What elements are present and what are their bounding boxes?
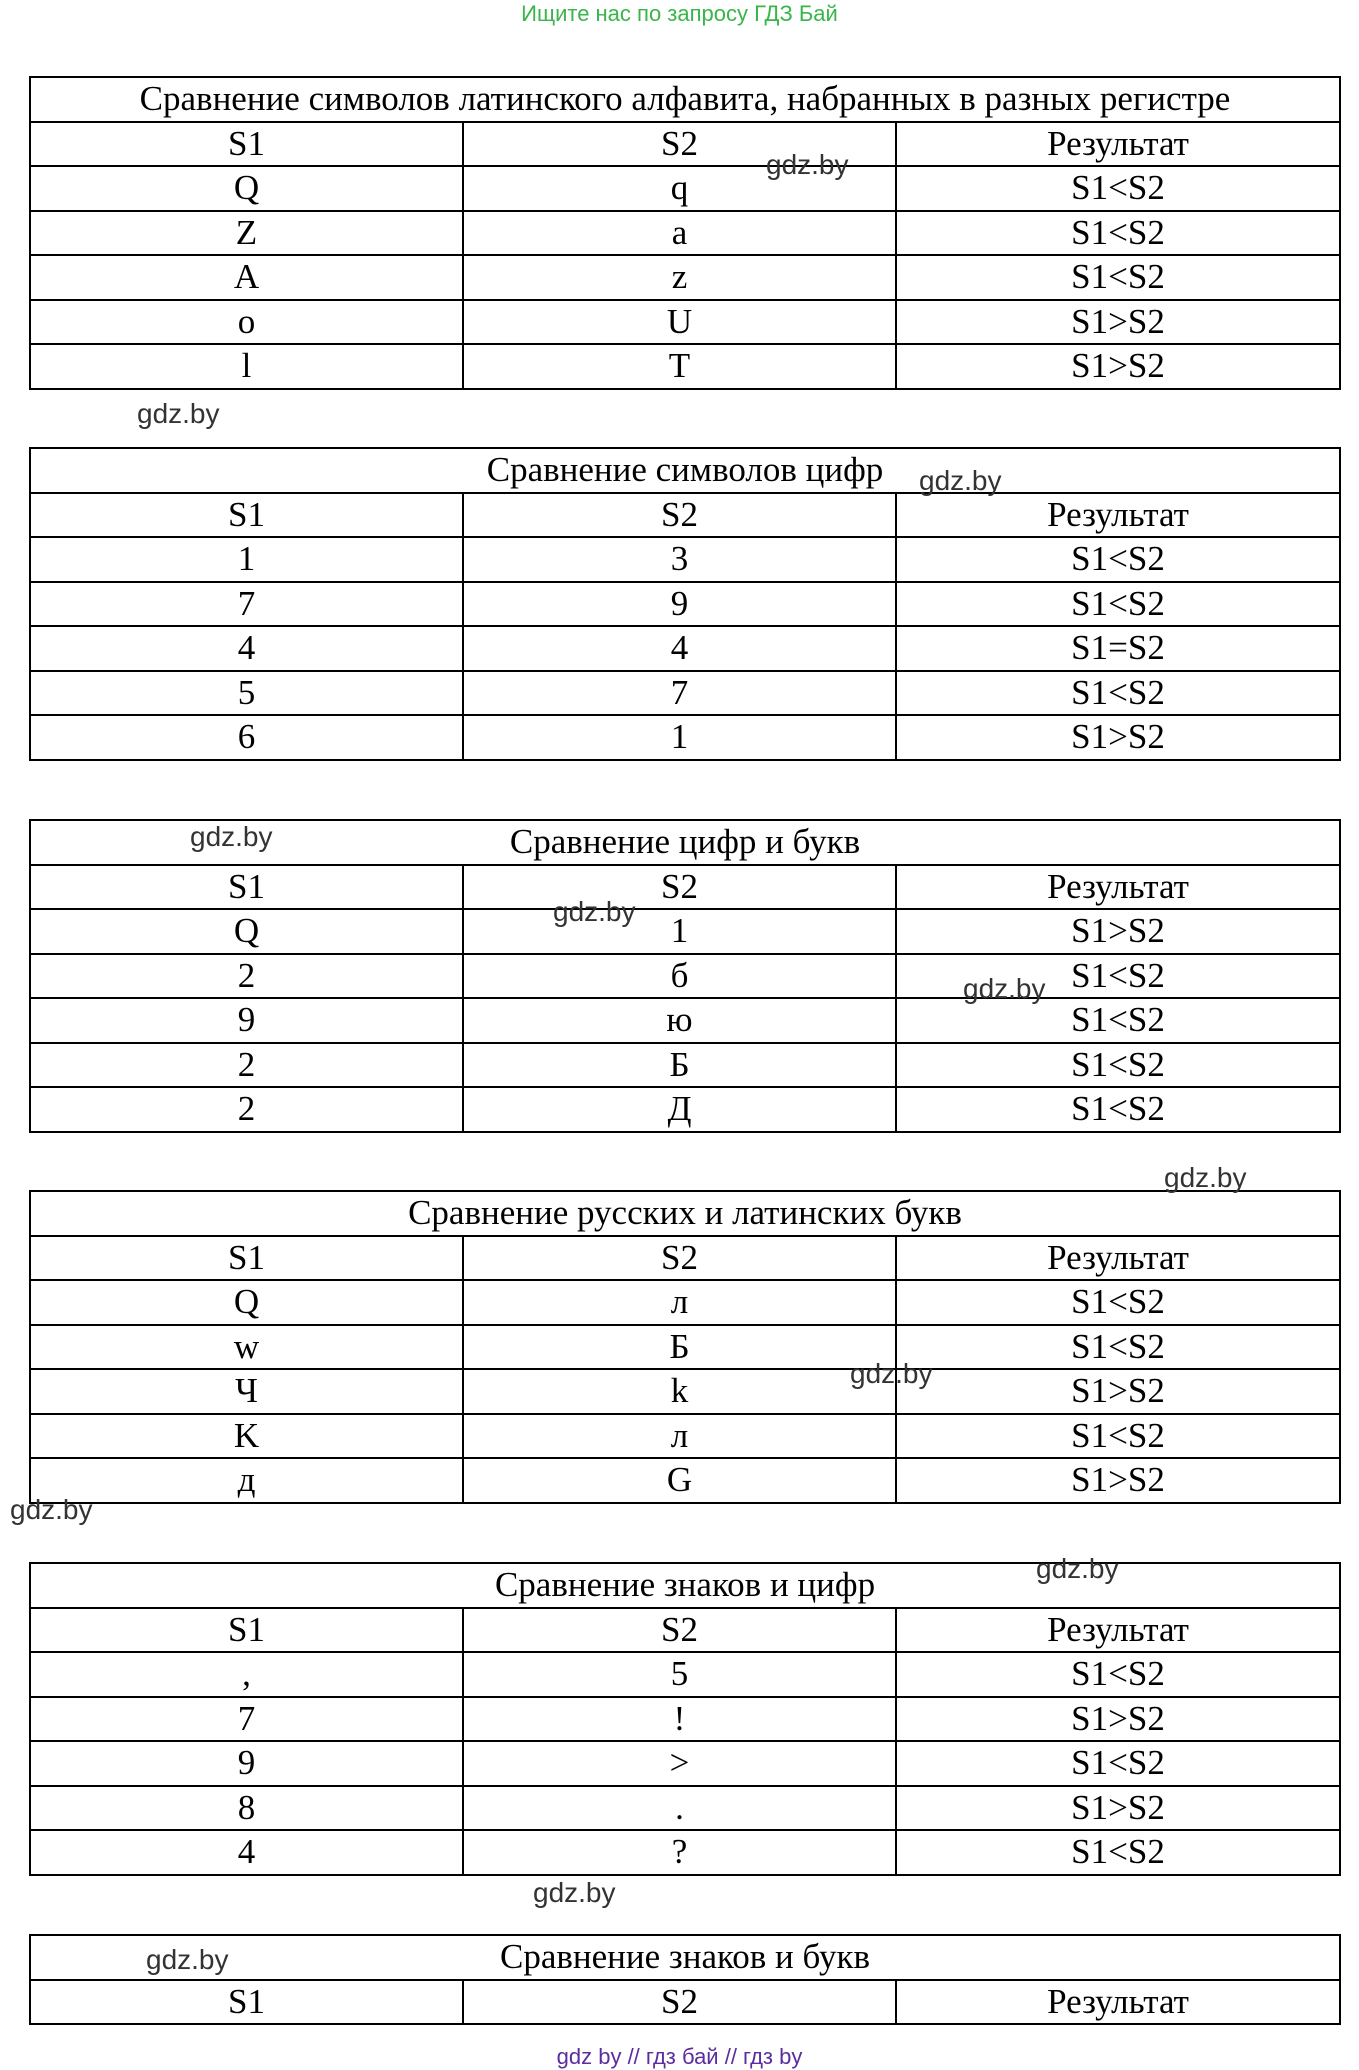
header-s2: S2 (463, 865, 896, 910)
table-row (30, 671, 1340, 716)
watermark: gdz.by (919, 465, 1002, 496)
header-s1: S1 (30, 122, 463, 167)
table-row (30, 1280, 1340, 1325)
cell-s1: 5 (30, 671, 463, 716)
watermark: gdz.by (963, 973, 1046, 1004)
cell-s2: 9 (463, 582, 896, 627)
table-row (30, 1741, 1340, 1786)
header-s2: S2 (463, 122, 896, 167)
watermark: gdz.by (146, 1944, 229, 1975)
cell-s2: 1 (463, 715, 896, 760)
table-row (30, 582, 1340, 627)
cell-result: S1<S2 (896, 1741, 1340, 1786)
cell-s1: 7 (30, 582, 463, 627)
cell-s2: z (463, 255, 896, 300)
cell-result: S1>S2 (896, 1369, 1340, 1414)
cell-s1: 2 (30, 1043, 463, 1088)
header-s1: S1 (30, 1980, 463, 2025)
cell-s2: 5 (463, 1652, 896, 1697)
cell-s1: A (30, 255, 463, 300)
table-row (30, 1087, 1340, 1132)
cell-s1: Ч (30, 1369, 463, 1414)
table-row (30, 998, 1340, 1043)
cell-result: S1<S2 (896, 166, 1340, 211)
table-row (30, 344, 1340, 389)
cell-s1: 9 (30, 998, 463, 1043)
cell-s1: Q (30, 909, 463, 954)
header-result: Результат (896, 1608, 1340, 1653)
cell-s1: 7 (30, 1697, 463, 1742)
cell-result: S1>S2 (896, 300, 1340, 345)
table-row (30, 1458, 1340, 1503)
watermark: gdz.by (1164, 1162, 1247, 1193)
table-row (30, 537, 1340, 582)
cell-s2: k (463, 1369, 896, 1414)
header-result: Результат (896, 1236, 1340, 1281)
table-row (30, 300, 1340, 345)
table-title: Сравнение символов латинского алфавита, набранных в разных регистре (30, 77, 1340, 122)
cell-s2: . (463, 1786, 896, 1831)
header-result: Результат (896, 493, 1340, 538)
cell-result: S1<S2 (896, 582, 1340, 627)
header-row (30, 865, 1340, 910)
header-s1: S1 (30, 865, 463, 910)
table-title: Сравнение символов цифр (30, 448, 1340, 493)
cell-s1: w (30, 1325, 463, 1370)
table-title: Сравнение цифр и букв (30, 820, 1340, 865)
footer-links: gdz by // гдз бай // гдз by (556, 2044, 803, 2069)
cell-s1: 1 (30, 537, 463, 582)
table-row (30, 1414, 1340, 1459)
cell-result: S1<S2 (896, 1280, 1340, 1325)
cell-s2: 3 (463, 537, 896, 582)
header-s1: S1 (30, 1608, 463, 1653)
watermark: gdz.by (553, 896, 636, 927)
cell-result: S1>S2 (896, 1786, 1340, 1831)
cell-result: S1>S2 (896, 909, 1340, 954)
header-row (30, 1608, 1340, 1653)
cell-s2: Д (463, 1087, 896, 1132)
cell-s1: 4 (30, 626, 463, 671)
table-row (30, 1325, 1340, 1370)
table-row (30, 954, 1340, 999)
cell-s1: 9 (30, 1741, 463, 1786)
cell-s2: ю (463, 998, 896, 1043)
watermark: gdz.by (1036, 1553, 1119, 1584)
comparison-table-digits-letters (29, 819, 1341, 1133)
cell-s1: 6 (30, 715, 463, 760)
table-row (30, 1369, 1340, 1414)
cell-result: S1>S2 (896, 1697, 1340, 1742)
cell-s2: б (463, 954, 896, 999)
cell-s2: л (463, 1280, 896, 1325)
cell-s1: , (30, 1652, 463, 1697)
cell-result: S1>S2 (896, 1458, 1340, 1503)
comparison-table-signs-digits (29, 1562, 1341, 1876)
cell-s1: o (30, 300, 463, 345)
header-s2: S2 (463, 1236, 896, 1281)
comparison-table-latin-case (29, 76, 1341, 390)
header-row (30, 493, 1340, 538)
watermark: gdz.by (766, 149, 849, 180)
watermark: gdz.by (533, 1877, 616, 1908)
cell-s2: 1 (463, 909, 896, 954)
table-title: Сравнение русских и латинских букв (30, 1191, 1340, 1236)
cell-result: S1<S2 (896, 1325, 1340, 1370)
table-row (30, 1652, 1340, 1697)
cell-result: S1<S2 (896, 255, 1340, 300)
comparison-table-digits (29, 447, 1341, 761)
cell-s2: q (463, 166, 896, 211)
table-row (30, 211, 1340, 256)
cell-s1: Z (30, 211, 463, 256)
header-row (30, 122, 1340, 167)
cell-s1: Q (30, 166, 463, 211)
watermark: gdz.by (10, 1494, 93, 1525)
cell-result: S1<S2 (896, 1830, 1340, 1875)
table-row (30, 626, 1340, 671)
cell-s2: 7 (463, 671, 896, 716)
cell-result: S1=S2 (896, 626, 1340, 671)
cell-s2: G (463, 1458, 896, 1503)
table-row (30, 1786, 1340, 1831)
cell-result: S1<S2 (896, 1414, 1340, 1459)
cell-result: S1<S2 (896, 537, 1340, 582)
cell-s1: Q (30, 1280, 463, 1325)
header-result: Результат (896, 865, 1340, 910)
header-s2: S2 (463, 1608, 896, 1653)
top-banner: Ищите нас по запросу ГДЗ Бай (521, 1, 838, 26)
cell-result: S1>S2 (896, 344, 1340, 389)
cell-s2: T (463, 344, 896, 389)
cell-s2: 4 (463, 626, 896, 671)
table-title: Сравнение знаков и букв (30, 1935, 1340, 1980)
cell-s2: ! (463, 1697, 896, 1742)
header-s2: S2 (463, 1980, 896, 2025)
cell-s2: ? (463, 1830, 896, 1875)
watermark: gdz.by (850, 1358, 933, 1389)
header-row (30, 1236, 1340, 1281)
cell-s2: Б (463, 1325, 896, 1370)
cell-s1: K (30, 1414, 463, 1459)
header-row (30, 1980, 1340, 2025)
cell-result: S1<S2 (896, 211, 1340, 256)
watermark: gdz.by (137, 398, 220, 429)
header-s2: S2 (463, 493, 896, 538)
table-row (30, 1697, 1340, 1742)
header-result: Результат (896, 122, 1340, 167)
cell-s2: U (463, 300, 896, 345)
watermark: gdz.by (190, 821, 273, 852)
table-row (30, 166, 1340, 211)
cell-s1: 2 (30, 1087, 463, 1132)
table-row (30, 255, 1340, 300)
cell-s1: 4 (30, 1830, 463, 1875)
cell-s1: 8 (30, 1786, 463, 1831)
cell-s2: Б (463, 1043, 896, 1088)
cell-result: S1<S2 (896, 998, 1340, 1043)
cell-s1: д (30, 1458, 463, 1503)
header-result: Результат (896, 1980, 1340, 2025)
cell-result: S1<S2 (896, 1652, 1340, 1697)
cell-result: S1<S2 (896, 1087, 1340, 1132)
cell-s1: 2 (30, 954, 463, 999)
table-row (30, 1043, 1340, 1088)
cell-s2: a (463, 211, 896, 256)
cell-s2: л (463, 1414, 896, 1459)
cell-result: S1<S2 (896, 954, 1340, 999)
cell-s1: l (30, 344, 463, 389)
table-row (30, 715, 1340, 760)
table-row (30, 1830, 1340, 1875)
cell-result: S1<S2 (896, 1043, 1340, 1088)
cell-s2: > (463, 1741, 896, 1786)
cell-result: S1<S2 (896, 671, 1340, 716)
comparison-table-russian-latin (29, 1190, 1341, 1504)
table-row (30, 909, 1340, 954)
header-s1: S1 (30, 493, 463, 538)
table-title: Сравнение знаков и цифр (30, 1563, 1340, 1608)
cell-result: S1>S2 (896, 715, 1340, 760)
header-s1: S1 (30, 1236, 463, 1281)
